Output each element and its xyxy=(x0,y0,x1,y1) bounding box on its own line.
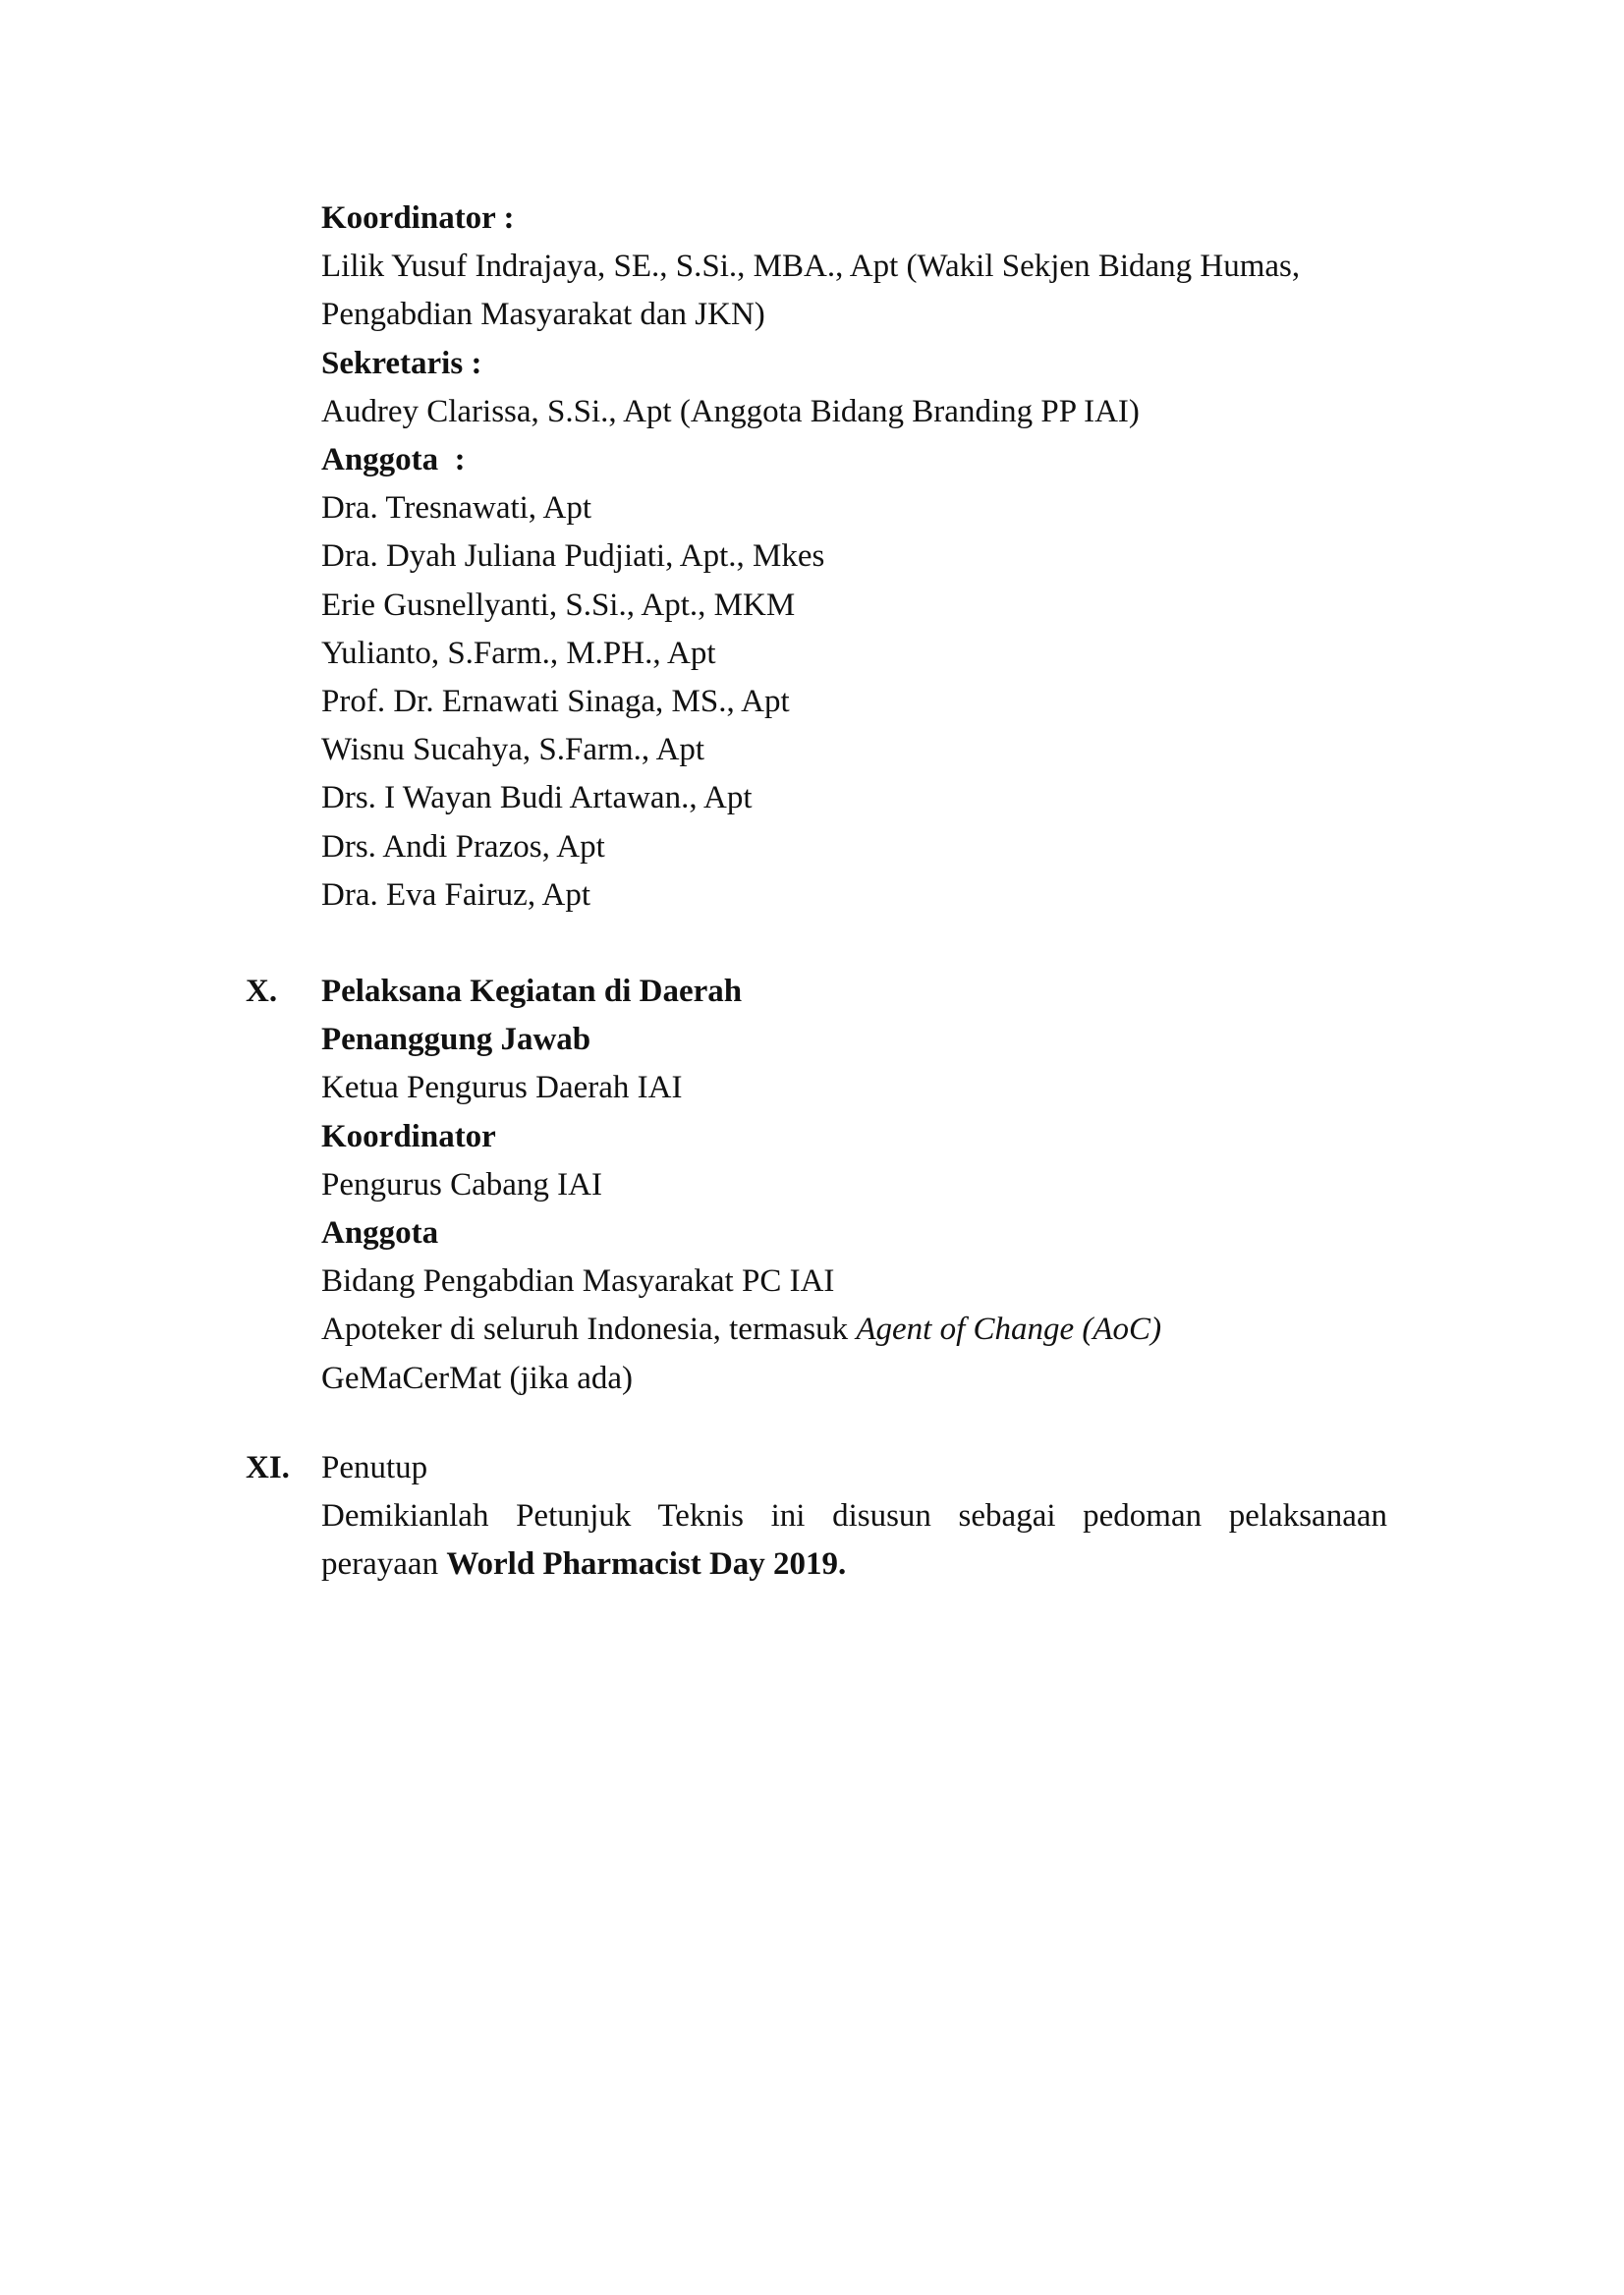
anggota-item: Dra. Dyah Juliana Pudjiati, Apt., Mkes xyxy=(321,538,825,575)
koordinator-daerah-label: Koordinator xyxy=(321,1118,496,1154)
agent-of-change-text: Agent of Change (AoC) xyxy=(856,1312,1162,1348)
sekretaris-label: Sekretaris : xyxy=(321,345,482,381)
anggota-item: Drs. Andi Prazos, Apt xyxy=(321,828,605,865)
sekretaris-value: Audrey Clarissa, S.Si., Apt (Anggota Bidang Branding PP IAI) xyxy=(321,393,1140,429)
koordinator-label: Koordinator : xyxy=(321,200,515,236)
section-x-title: Pelaksana Kegiatan di Daerah xyxy=(321,974,743,1009)
anggota-daerah-prefix: Apoteker di seluruh Indonesia, termasuk xyxy=(321,1312,857,1348)
closing-paragraph xyxy=(321,1492,1387,1589)
anggota-daerah-item xyxy=(321,1306,1387,1354)
anggota-item: Dra. Tresnawati, Apt xyxy=(321,490,591,527)
anggota-item: Prof. Dr. Ernawati Sinaga, MS., Apt xyxy=(321,684,790,720)
anggota-item: Erie Gusnellyanti, S.Si., Apt., MKM xyxy=(321,587,796,623)
section-xi-title: Penutup xyxy=(321,1450,428,1485)
anggota-item: Drs. I Wayan Budi Artawan., Apt xyxy=(321,780,753,816)
anggota-daerah-label: Anggota xyxy=(321,1215,439,1252)
section-x xyxy=(321,968,1387,1403)
anggota-item: Wisnu Sucahya, S.Farm., Apt xyxy=(321,732,705,768)
anggota-daerah-item: Bidang Pengabdian Masyarakat PC IAI xyxy=(321,1263,835,1300)
anggota-label: Anggota : xyxy=(321,442,466,478)
koordinator-line-1: Lilik Yusuf Indrajaya, SE., S.Si., MBA., Apt (Wakil Sekjen Bidang Humas, xyxy=(321,249,1301,285)
section-xi xyxy=(321,1444,1387,1590)
event-name: World Pharmacist Day 2019. xyxy=(446,1546,847,1583)
penanggung-jawab-label: Penanggung Jawab xyxy=(321,1022,591,1058)
section-xi-number: XI. xyxy=(246,1450,290,1485)
koordinator-daerah-value: Pengurus Cabang IAI xyxy=(321,1166,602,1203)
anggota-item: Yulianto, S.Farm., M.PH., Apt xyxy=(321,635,716,671)
closing-prefix: perayaan xyxy=(321,1546,447,1583)
section-ix-committee xyxy=(321,195,1387,920)
anggota-daerah-item: GeMaCerMat (jika ada) xyxy=(321,1360,634,1396)
penanggung-jawab-value: Ketua Pengurus Daerah IAI xyxy=(321,1070,683,1106)
koordinator-line-2: Pengabdian Masyarakat dan JKN) xyxy=(321,297,765,333)
section-x-number: X. xyxy=(246,974,278,1009)
closing-line-1: Demikianlah Petunjuk Teknis ini disusun sebagai pedoman pelaksanaan xyxy=(321,1498,1387,1535)
anggota-item: Dra. Eva Fairuz, Apt xyxy=(321,876,591,913)
